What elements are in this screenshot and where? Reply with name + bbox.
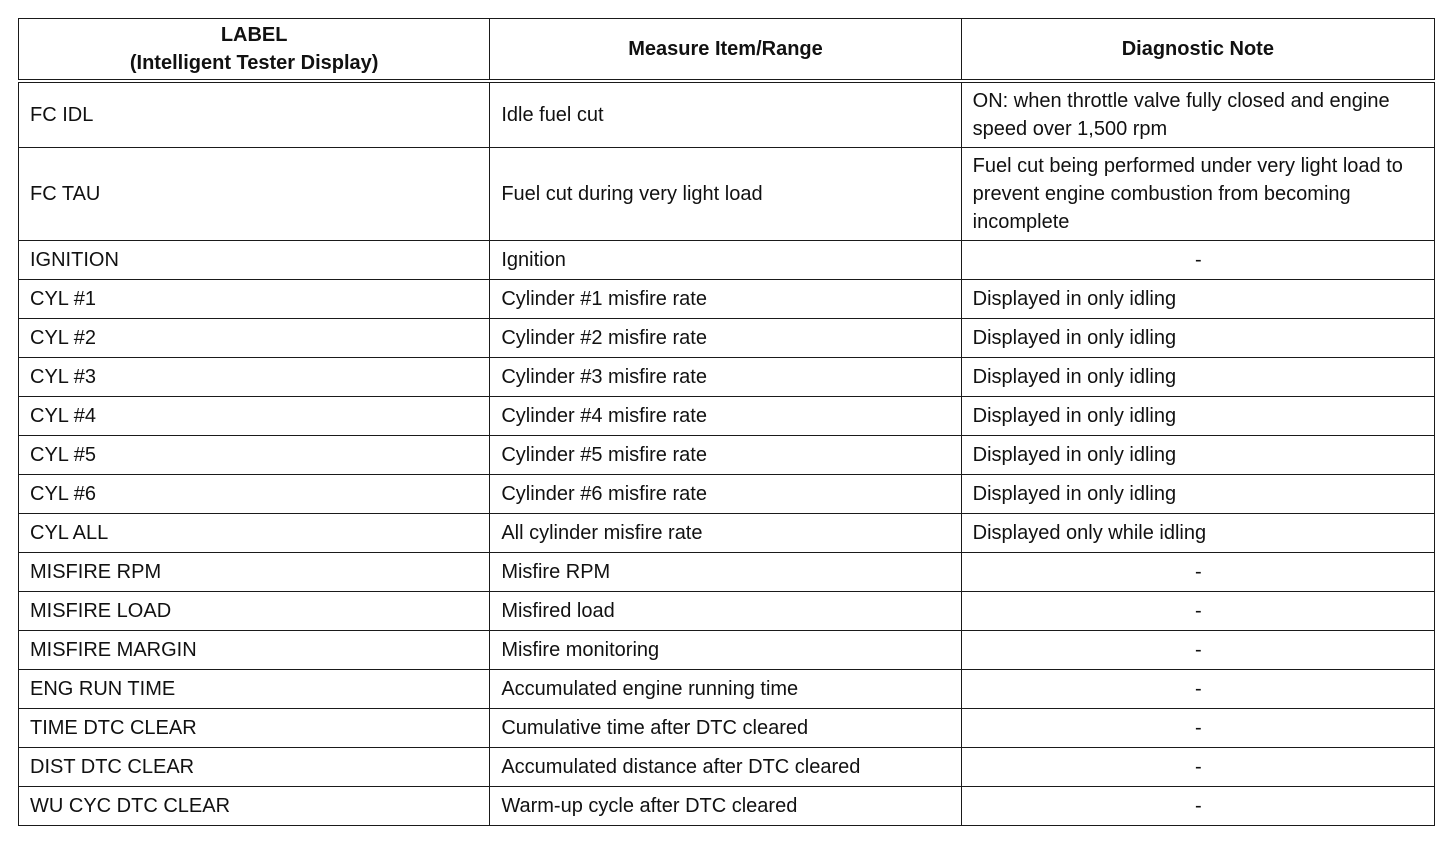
data-list-table	[18, 18, 1435, 826]
cell-label: CYL #4	[19, 397, 490, 436]
cell-measure: Cylinder #1 misfire rate	[490, 280, 961, 319]
cell-label: FC IDL	[19, 81, 490, 148]
cell-measure: Fuel cut during very light load	[490, 148, 961, 241]
cell-note: -	[961, 241, 1434, 280]
table-row	[19, 592, 1435, 631]
table-row	[19, 514, 1435, 553]
cell-label: MISFIRE MARGIN	[19, 631, 490, 670]
cell-note: Displayed in only idling	[961, 280, 1434, 319]
table-row	[19, 319, 1435, 358]
cell-label: TIME DTC CLEAR	[19, 709, 490, 748]
table-row	[19, 748, 1435, 787]
cell-measure: Misfired load	[490, 592, 961, 631]
cell-note: Displayed in only idling	[961, 436, 1434, 475]
cell-label: MISFIRE RPM	[19, 553, 490, 592]
header-label-title: LABEL	[220, 24, 288, 46]
cell-measure: Cumulative time after DTC cleared	[490, 709, 961, 748]
cell-measure: Cylinder #2 misfire rate	[490, 319, 961, 358]
header-measure: Measure Item/Range	[490, 19, 961, 82]
table-row	[19, 475, 1435, 514]
header-label-subtitle: (Intelligent Tester Display)	[129, 52, 379, 74]
cell-note: Fuel cut being performed under very light load to prevent engine combustion from becoming incomplete	[961, 148, 1434, 241]
cell-label: CYL #3	[19, 358, 490, 397]
cell-label: FC TAU	[19, 148, 490, 241]
cell-note: -	[961, 748, 1434, 787]
cell-label: MISFIRE LOAD	[19, 592, 490, 631]
cell-note: -	[961, 787, 1434, 826]
table-row	[19, 670, 1435, 709]
cell-measure: Accumulated distance after DTC cleared	[490, 748, 961, 787]
cell-note: Displayed in only idling	[961, 475, 1434, 514]
cell-note: Displayed in only idling	[961, 319, 1434, 358]
cell-measure: Idle fuel cut	[490, 81, 961, 148]
table-row	[19, 241, 1435, 280]
table-row	[19, 280, 1435, 319]
table-row	[19, 787, 1435, 826]
table-row	[19, 397, 1435, 436]
header-label	[19, 19, 490, 82]
table-row	[19, 81, 1435, 148]
cell-measure: Misfire monitoring	[490, 631, 961, 670]
cell-label: DIST DTC CLEAR	[19, 748, 490, 787]
cell-label: IGNITION	[19, 241, 490, 280]
table-row	[19, 358, 1435, 397]
table-row	[19, 436, 1435, 475]
cell-note: Displayed in only idling	[961, 397, 1434, 436]
data-list-table-container	[18, 18, 1435, 826]
table-row	[19, 709, 1435, 748]
cell-note: ON: when throttle valve fully closed and engine speed over 1,500 rpm	[961, 81, 1434, 148]
cell-note: -	[961, 553, 1434, 592]
cell-label: CYL #6	[19, 475, 490, 514]
cell-label: CYL #5	[19, 436, 490, 475]
cell-label: CYL ALL	[19, 514, 490, 553]
cell-note: -	[961, 670, 1434, 709]
cell-measure: Cylinder #5 misfire rate	[490, 436, 961, 475]
cell-note: -	[961, 631, 1434, 670]
header-note: Diagnostic Note	[961, 19, 1434, 82]
cell-note: -	[961, 709, 1434, 748]
cell-measure: Cylinder #3 misfire rate	[490, 358, 961, 397]
cell-measure: Cylinder #4 misfire rate	[490, 397, 961, 436]
cell-measure: Ignition	[490, 241, 961, 280]
cell-label: WU CYC DTC CLEAR	[19, 787, 490, 826]
cell-label: CYL #1	[19, 280, 490, 319]
table-row	[19, 631, 1435, 670]
cell-label: ENG RUN TIME	[19, 670, 490, 709]
cell-note: Displayed only while idling	[961, 514, 1434, 553]
table-row	[19, 148, 1435, 241]
cell-measure: Cylinder #6 misfire rate	[490, 475, 961, 514]
table-header-row	[19, 19, 1435, 82]
cell-note: -	[961, 592, 1434, 631]
cell-measure: Warm-up cycle after DTC cleared	[490, 787, 961, 826]
table-row	[19, 553, 1435, 592]
cell-measure: Accumulated engine running time	[490, 670, 961, 709]
cell-label: CYL #2	[19, 319, 490, 358]
cell-note: Displayed in only idling	[961, 358, 1434, 397]
cell-measure: All cylinder misfire rate	[490, 514, 961, 553]
cell-measure: Misfire RPM	[490, 553, 961, 592]
